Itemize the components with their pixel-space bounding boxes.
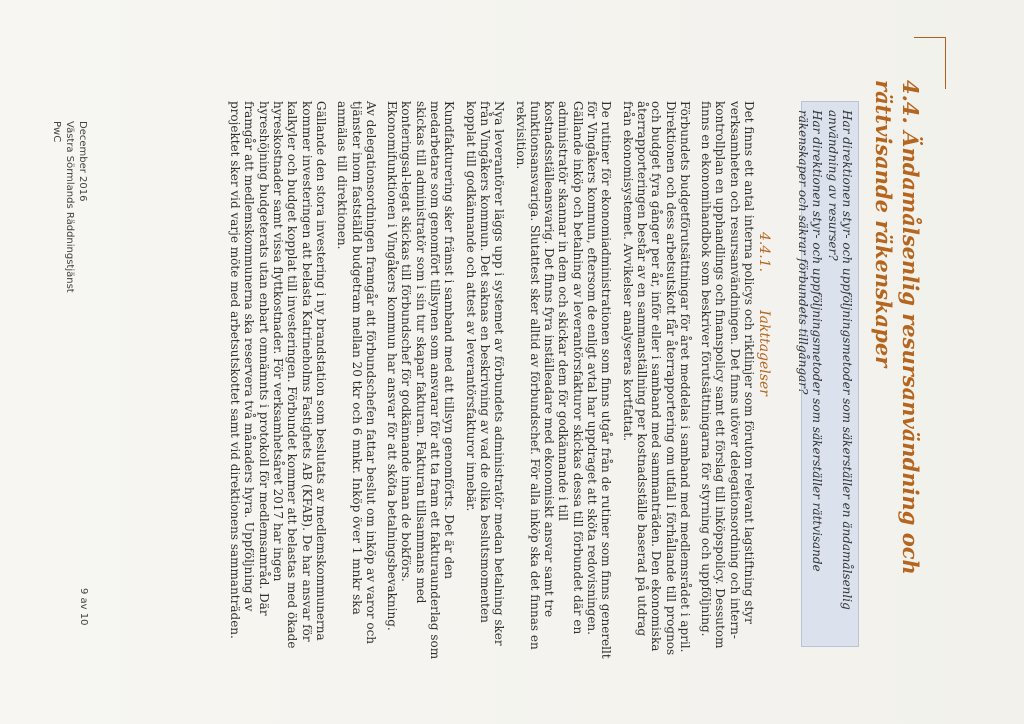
footer-date: December 2016 xyxy=(77,121,88,202)
heading-rule-left xyxy=(914,37,946,38)
paragraph: Förbundets budgetförutsättningar för året meddelas i samband med medlemsrådet i april. Direktionen och dess arbetsutskott får återrapportering om utfall i förhållande till prognos och budget fyra gånger per år, inför eller i samband med sammanträden. Den ekonomiska återrapporteringen består av en sammanställning per kostnadsställe baserad på utdrag från ekonomisystemet. Avvikelser analyseras kortfattat. xyxy=(620,101,692,656)
paragraph: De rutiner för ekonomiadministrationen som finns utgår från de rutiner som finns generellt för Vingåkers kommun, eftersom de enligt avtal har uppdraget att sköta redovisningen. Gällande inköp och betalning av leverantörsfakturor skickas dessa till förbundet där en administratör skannar in dem och skickar dem för godkännande i till kostnadsställeansvarig. Det finns fyra inställeadare med ekonomiskt ansvar samt tre funktionsansvariga. Slutattest sker alltid av förbundschef. För alla inköp ska det finnas en rekvisition. xyxy=(513,101,614,659)
paragraph: Nya leverantörer läggs upp i systemet av förbundets administratör medan betalning sker från Vingåkers kommun. Det saknas en beskrivning av vad de olika beslutsmomenten kopplat till godkännande och attest av leverantörsfakturor innebär. xyxy=(463,101,507,646)
body-text xyxy=(221,101,756,661)
subsection-heading xyxy=(756,232,772,434)
footer-organization: Västra Sörmlands Räddningstjänst xyxy=(64,121,75,293)
section-heading: 4.4. Ändamålsenlig resursanvändning och rättvisande räkenskaper xyxy=(871,80,923,575)
paragraph: Det finns ett antal interna policys och riktlinjer som förutom relevant lagstiftning styr verksamheten och resursanvändningen. Det finns utöver delegationsordning och intern-kontrollplan en upphandlings och finanspolicy samt ett förslag till inköpspolicy. Dessutom finns en ekonomihandbok som beskriver förutsättningarna för styrning och uppföljning. xyxy=(699,101,756,649)
subsection-title: Iakttagelser xyxy=(756,310,772,396)
subsection-number: 4.4.1. xyxy=(756,232,772,273)
page-number: 9 av 10 xyxy=(78,588,89,626)
paragraph: Kundfakturering sker främst i samband med att tillsyn genomförts. Det är den medarbetare som genomfört tillsynen som ansvarar för att ta fram ett fakturaunderlag som skickas till administratör som i sin tur skapar fakturan. Fakturan tillsammans med konteringsal-legat skickas till förbundschef för godkännande innan de bokförs. Ekonomifunktionen i Vingåkers kommun har ansvar för att sköta betalningsbevakning. xyxy=(385,101,457,660)
footer-info xyxy=(50,121,89,293)
paragraph: Gällande den stora investering i ny brandstation som beslutats av medlemskommunerna kommer investeringen att belasta Katrineholms Fastighets AB (KFAB). De har ansvar för kalkyler och budget kopplat till investeringen. Förbundet kommer att belastas med ökade hyreskostnader samt vissa flyttkostnader. För verksamhetsåret 2017 har ingen hyreshöjning budgeterats utan enbart omnämnts i protokoll för medlemsamråd. Där framgår att medlemskommunerna ska reservera två månaders hyra. Uppföljning av projektet sker vid varje möte med arbetsutskottet samt vid direktionens sammanträden. xyxy=(228,101,328,649)
audit-question-1: Har direktionen styr- och uppföljningsmetoder som säkerställer en ändamålsenlig användning av resurser? xyxy=(826,110,854,610)
audit-questions-box xyxy=(796,101,859,647)
audit-question-2: Har direktionen styr- och uppföljningsmetoder som säkerställer rättvisande räkenskaper och säkrar förbundets tillgångar? xyxy=(796,110,824,572)
paragraph: Av delegationsordningen framgår att förbundschefen fattar beslut om inköp av varor och tjänster inom fastställd budgetram mellan 20 tkr och 6 mnkr. Inköp över 1 mnkr ska anmälas till direktionen. xyxy=(335,101,378,645)
heading-rule-top xyxy=(945,37,946,89)
footer-company: PwC xyxy=(51,121,62,143)
